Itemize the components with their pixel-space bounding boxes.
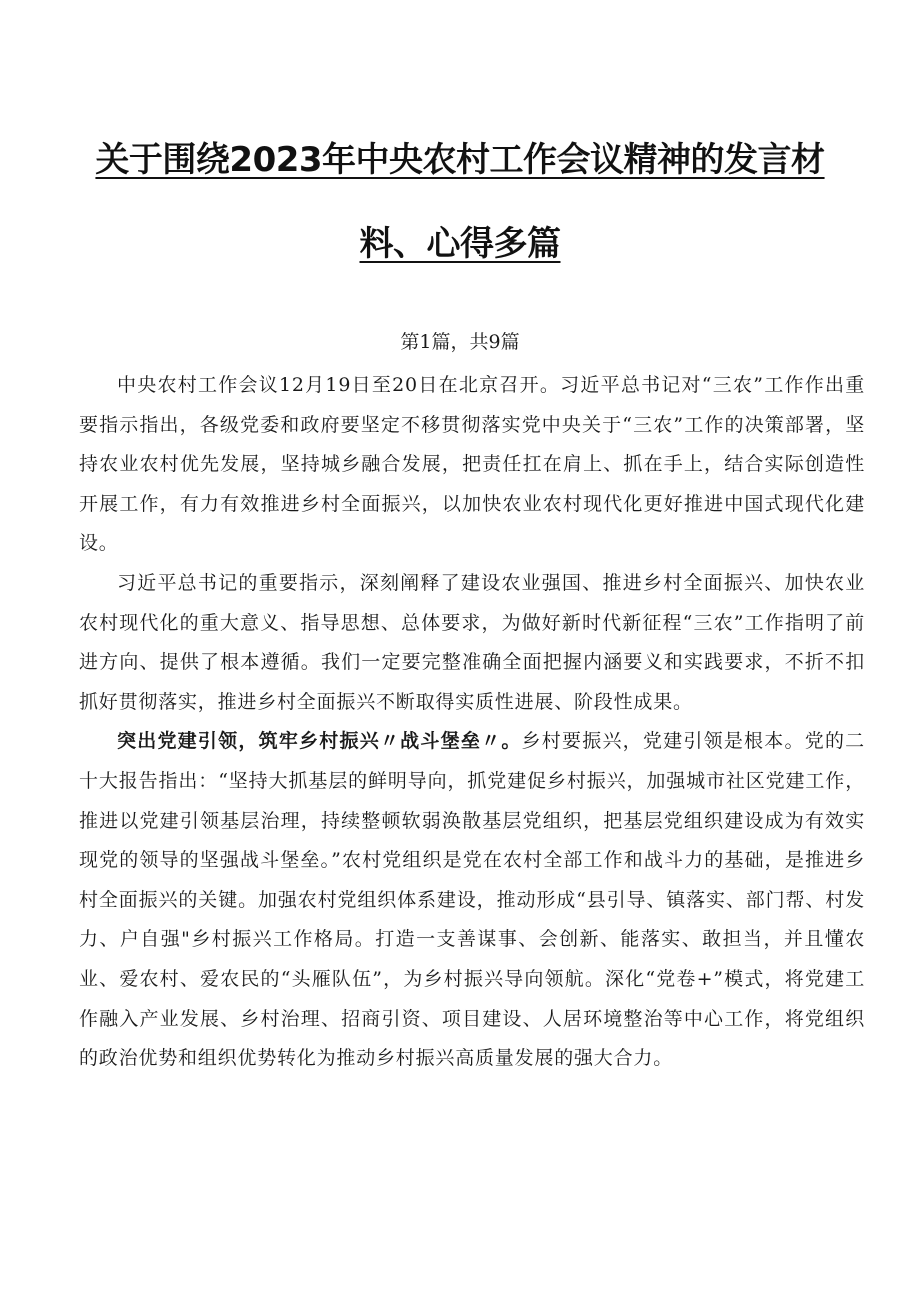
title-line-1-text: 关于围绕2023年中央农村工作会议精神的发言材 [95, 140, 825, 180]
document-title-line-1 [40, 138, 880, 182]
title-line-2-text: 料、心得多篇 [359, 224, 561, 264]
paragraph-3-lead: 突出党建引领，筑牢乡村振兴〃战斗堡垒〃。 [117, 730, 522, 753]
document-title-line-2 [40, 222, 880, 266]
paragraph-3 [79, 722, 865, 1078]
section-subtitle: 第1篇，共9篇 [400, 331, 520, 353]
paragraph-3-text: 乡村要振兴，党建引领是根本。党的二十大报告指出：“坚持大抓基层的鲜明导向，抓党建促乡村振兴，加强城市社区党建工作，推进以党建引领基层治理，持续整顿软弱涣散基层党组织，把基层党组织建设成为有效实现党的领导的坚强战斗堡垒。”农村党组织是党在农村全部工作和战斗力的基础，是推进乡村全面振兴的关键。加强农村党组织体系建设，推动形成“县引导、镇落实、部门帮、村发力、户自强"乡村振兴工作格局。打造一支善谋事、会创新、能落实、敢担当，并且懂农业、爱农村、爱农民的“头雁队伍”，为乡村振兴导向领航。深化“党卷+”模式，将党建工作融入产业发展、乡村治理、招商引资、项目建设、人居环境整治等中心工作，将党组织的政治优势和组织优势转化为推动乡村振兴高质量发展的强大合力。 [79, 730, 865, 1070]
document-body [79, 366, 865, 1079]
paragraph-1: 中央农村工作会议12月19日至20日在北京召开。习近平总书记对“三农”工作作出重要指示指出，各级党委和政府要坚定不移贯彻落实党中央关于“三农”工作的决策部署，坚持农业农村优先发展，坚持城乡融合发展，把责任扛在肩上、抓在手上，结合实际创造性开展工作，有力有效推进乡村全面振兴，以加快农业农村现代化更好推进中国式现代化建设。 [79, 374, 865, 555]
paragraph-2: 习近平总书记的重要指示，深刻阐释了建设农业强国、推进乡村全面振兴、加快农业农村现代化的重大意义、指导思想、总体要求，为做好新时代新征程“三农”工作指明了前进方向、提供了根本遵循。我们一定要完整准确全面把握内涵要义和实践要求，不折不扣抓好贯彻落实，推进乡村全面振兴不断取得实质性进展、阶段性成果。 [79, 571, 865, 713]
